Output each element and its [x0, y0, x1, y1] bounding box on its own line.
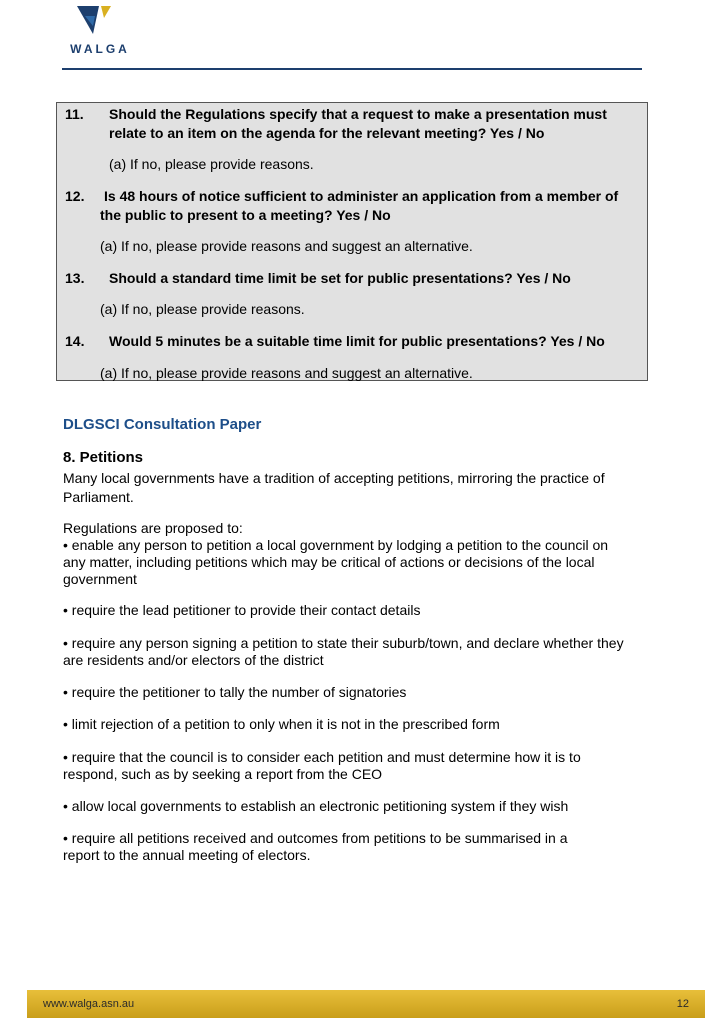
question-number: 12. [65, 188, 85, 204]
question-sub: (a) If no, please provide reasons and suggest an alternative. [100, 238, 473, 254]
section-heading: DLGSCI Consultation Paper [63, 416, 262, 433]
intro-line: Many local governments have a tradition of accepting petitions, mirroring the practice of [63, 470, 605, 486]
question-sub: (a) If no, please provide reasons. [109, 156, 314, 172]
logo-text: WALGA [70, 42, 130, 56]
question-number: 14. [65, 333, 85, 349]
bullet-line: • require all petitions received and outcomes from petitions to be summarised in a [63, 830, 568, 846]
question-text: Should a standard time limit be set for public presentations? Yes / No [109, 270, 571, 286]
bullet-line: government [63, 571, 137, 587]
question-sub: (a) If no, please provide reasons and suggest an alternative. [100, 365, 473, 381]
question-text: Would 5 minutes be a suitable time limit for public presentations? Yes / No [109, 333, 605, 349]
header-rule [62, 68, 642, 70]
footer-bar [27, 990, 705, 1018]
bullet-line: • require the lead petitioner to provide their contact details [63, 602, 421, 618]
bullet-line: respond, such as by seeking a report from the CEO [63, 766, 383, 782]
footer-url[interactable]: www.walga.asn.au [43, 998, 135, 1010]
question-text: Is 48 hours of notice sufficient to administer an application from a member of [104, 188, 619, 204]
intro-line: Parliament. [63, 489, 134, 505]
question-number: 13. [65, 270, 85, 286]
bullet-line: • allow local governments to establish an electronic petitioning system if they wish [63, 798, 569, 814]
bullet-line: • require any person signing a petition to state their suburb/town, and declare whether they [63, 635, 624, 651]
bullet-line: • limit rejection of a petition to only when it is not in the prescribed form [63, 716, 500, 732]
bullet-line: • require that the council is to consider each petition and must determine how it is to [63, 749, 581, 765]
regulations-intro: Regulations are proposed to: [63, 520, 243, 536]
question-text: the public to present to a meeting? Yes / No [100, 207, 391, 223]
walga-logo-icon [77, 6, 123, 36]
petitions-heading: 8. Petitions [63, 449, 144, 466]
bullet-line: • enable any person to petition a local government by lodging a petition to the council on [63, 537, 609, 553]
walga-logo [64, 6, 136, 56]
bullet-line: any matter, including petitions which may be critical of actions or decisions of the local [63, 554, 595, 570]
question-number: 11. [65, 106, 84, 122]
page-number: 12 [676, 998, 689, 1010]
bullet-line: are residents and/or electors of the district [63, 652, 324, 668]
question-text: Should the Regulations specify that a request to make a presentation must [109, 106, 607, 122]
bullet-line: • require the petitioner to tally the number of signatories [63, 684, 407, 700]
question-text: relate to an item on the agenda for the relevant meeting? Yes / No [109, 125, 545, 141]
question-sub: (a) If no, please provide reasons. [100, 301, 305, 317]
bullet-line: report to the annual meeting of electors. [63, 847, 311, 863]
questions-box [56, 102, 648, 381]
